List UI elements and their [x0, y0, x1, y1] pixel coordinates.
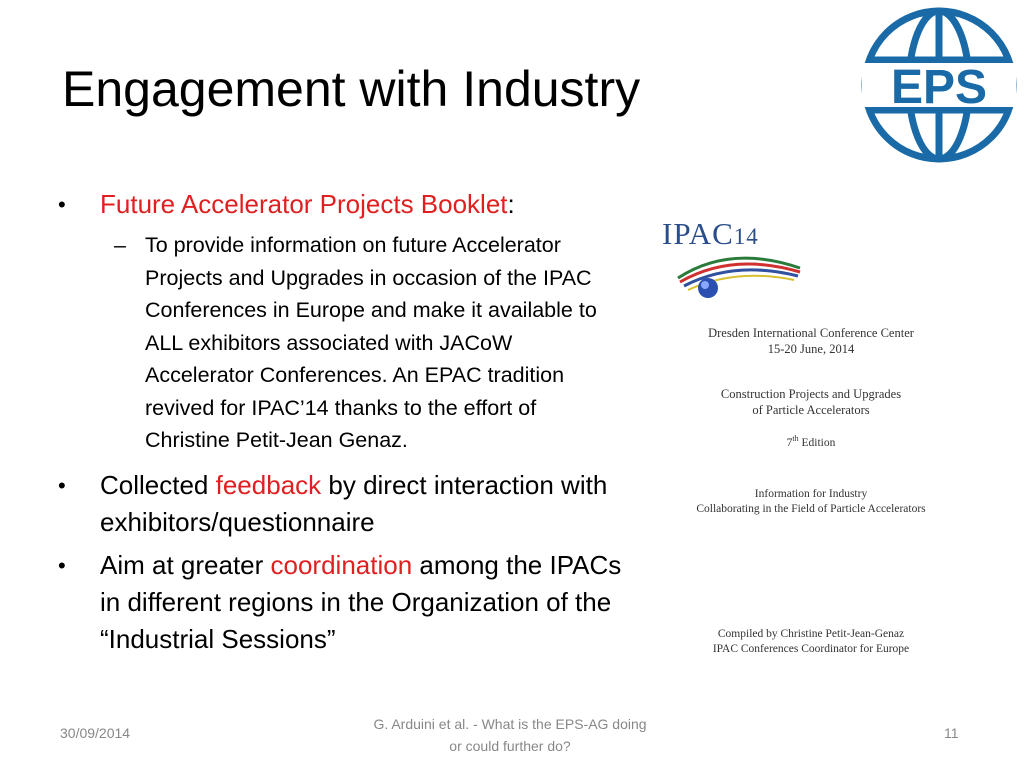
heading-line-2: of Particle Accelerators [752, 403, 870, 417]
info-line-2: Collaborating in the Field of Particle Accelerators [696, 503, 926, 515]
feedback-prefix: Collected [100, 469, 216, 500]
booklet-venue [646, 325, 976, 357]
slide-content [58, 186, 628, 664]
bullet-dot: • [58, 472, 66, 498]
feedback-suffix: by direct interaction with exhibitors/questionnaire [100, 469, 608, 537]
compiled-line-1: Compiled by Christine Petit-Jean-Genaz [717, 628, 905, 640]
booklet-heading [646, 386, 976, 418]
booklet-edition [646, 431, 976, 451]
footer-center-line-2: or could further do? [449, 738, 571, 754]
venue-line-1: Dresden International Conference Center [708, 326, 914, 340]
coordination-highlight: coordination [270, 549, 413, 580]
bullet-dot: • [58, 552, 66, 578]
venue-line-2: 15-20 June, 2014 [767, 342, 855, 356]
bullet-booklet [58, 186, 628, 223]
booklet-compiled [646, 627, 976, 657]
bullet-coordination [58, 547, 628, 658]
footer-center [330, 713, 690, 757]
sub-bullet-booklet-info [58, 229, 625, 457]
compiled-line-2: IPAC Conferences Coordinator for Europe [712, 643, 910, 655]
ipac-logo-number: 14 [733, 224, 759, 249]
ipac-logo-word: IPAC [662, 216, 734, 251]
booklet-info [646, 487, 976, 517]
info-line-1: Information for Industry [754, 488, 868, 500]
edition-number: 7 [786, 436, 793, 449]
sub-bullet-dash: – [114, 233, 126, 257]
footer-center-line-1: G. Arduini et al. - What is the EPS-AG doing [373, 716, 647, 732]
booklet-suffix: : [507, 189, 515, 219]
feedback-highlight: feedback [215, 469, 322, 500]
slide-title: Engagement with Industry [62, 61, 641, 117]
heading-line-1: Construction Projects and Upgrades [720, 387, 902, 401]
booklet-highlight: Future Accelerator Projects Booklet [100, 189, 508, 219]
coordination-prefix: Aim at greater [100, 549, 271, 580]
edition-sup: th [792, 434, 799, 443]
sub-bullet-text: To provide information on future Accelerator Projects and Upgrades in occasion of the IPAC Conferences in Europe and make it available to ALL exhibitors associated with JACoW Accelerator Conferences. An EPAC tradition revived for IPAC’14 thanks to the effort of Christine Petit-Jean Genaz. [145, 233, 597, 452]
coordination-suffix: among the IPACs in different regions in the Organization of the “Industrial Sessions” [100, 549, 622, 654]
booklet-cover-image [646, 210, 976, 670]
footer-page-number: 11 [944, 725, 959, 741]
eps-logo [858, 5, 1020, 165]
bullet-dot: • [58, 192, 66, 217]
eps-logo-text: EPS [890, 61, 988, 114]
edition-word: Edition [798, 436, 836, 449]
ipac-logo-text [662, 216, 759, 252]
footer-date: 30/09/2014 [60, 725, 131, 741]
bullet-feedback [58, 467, 628, 541]
